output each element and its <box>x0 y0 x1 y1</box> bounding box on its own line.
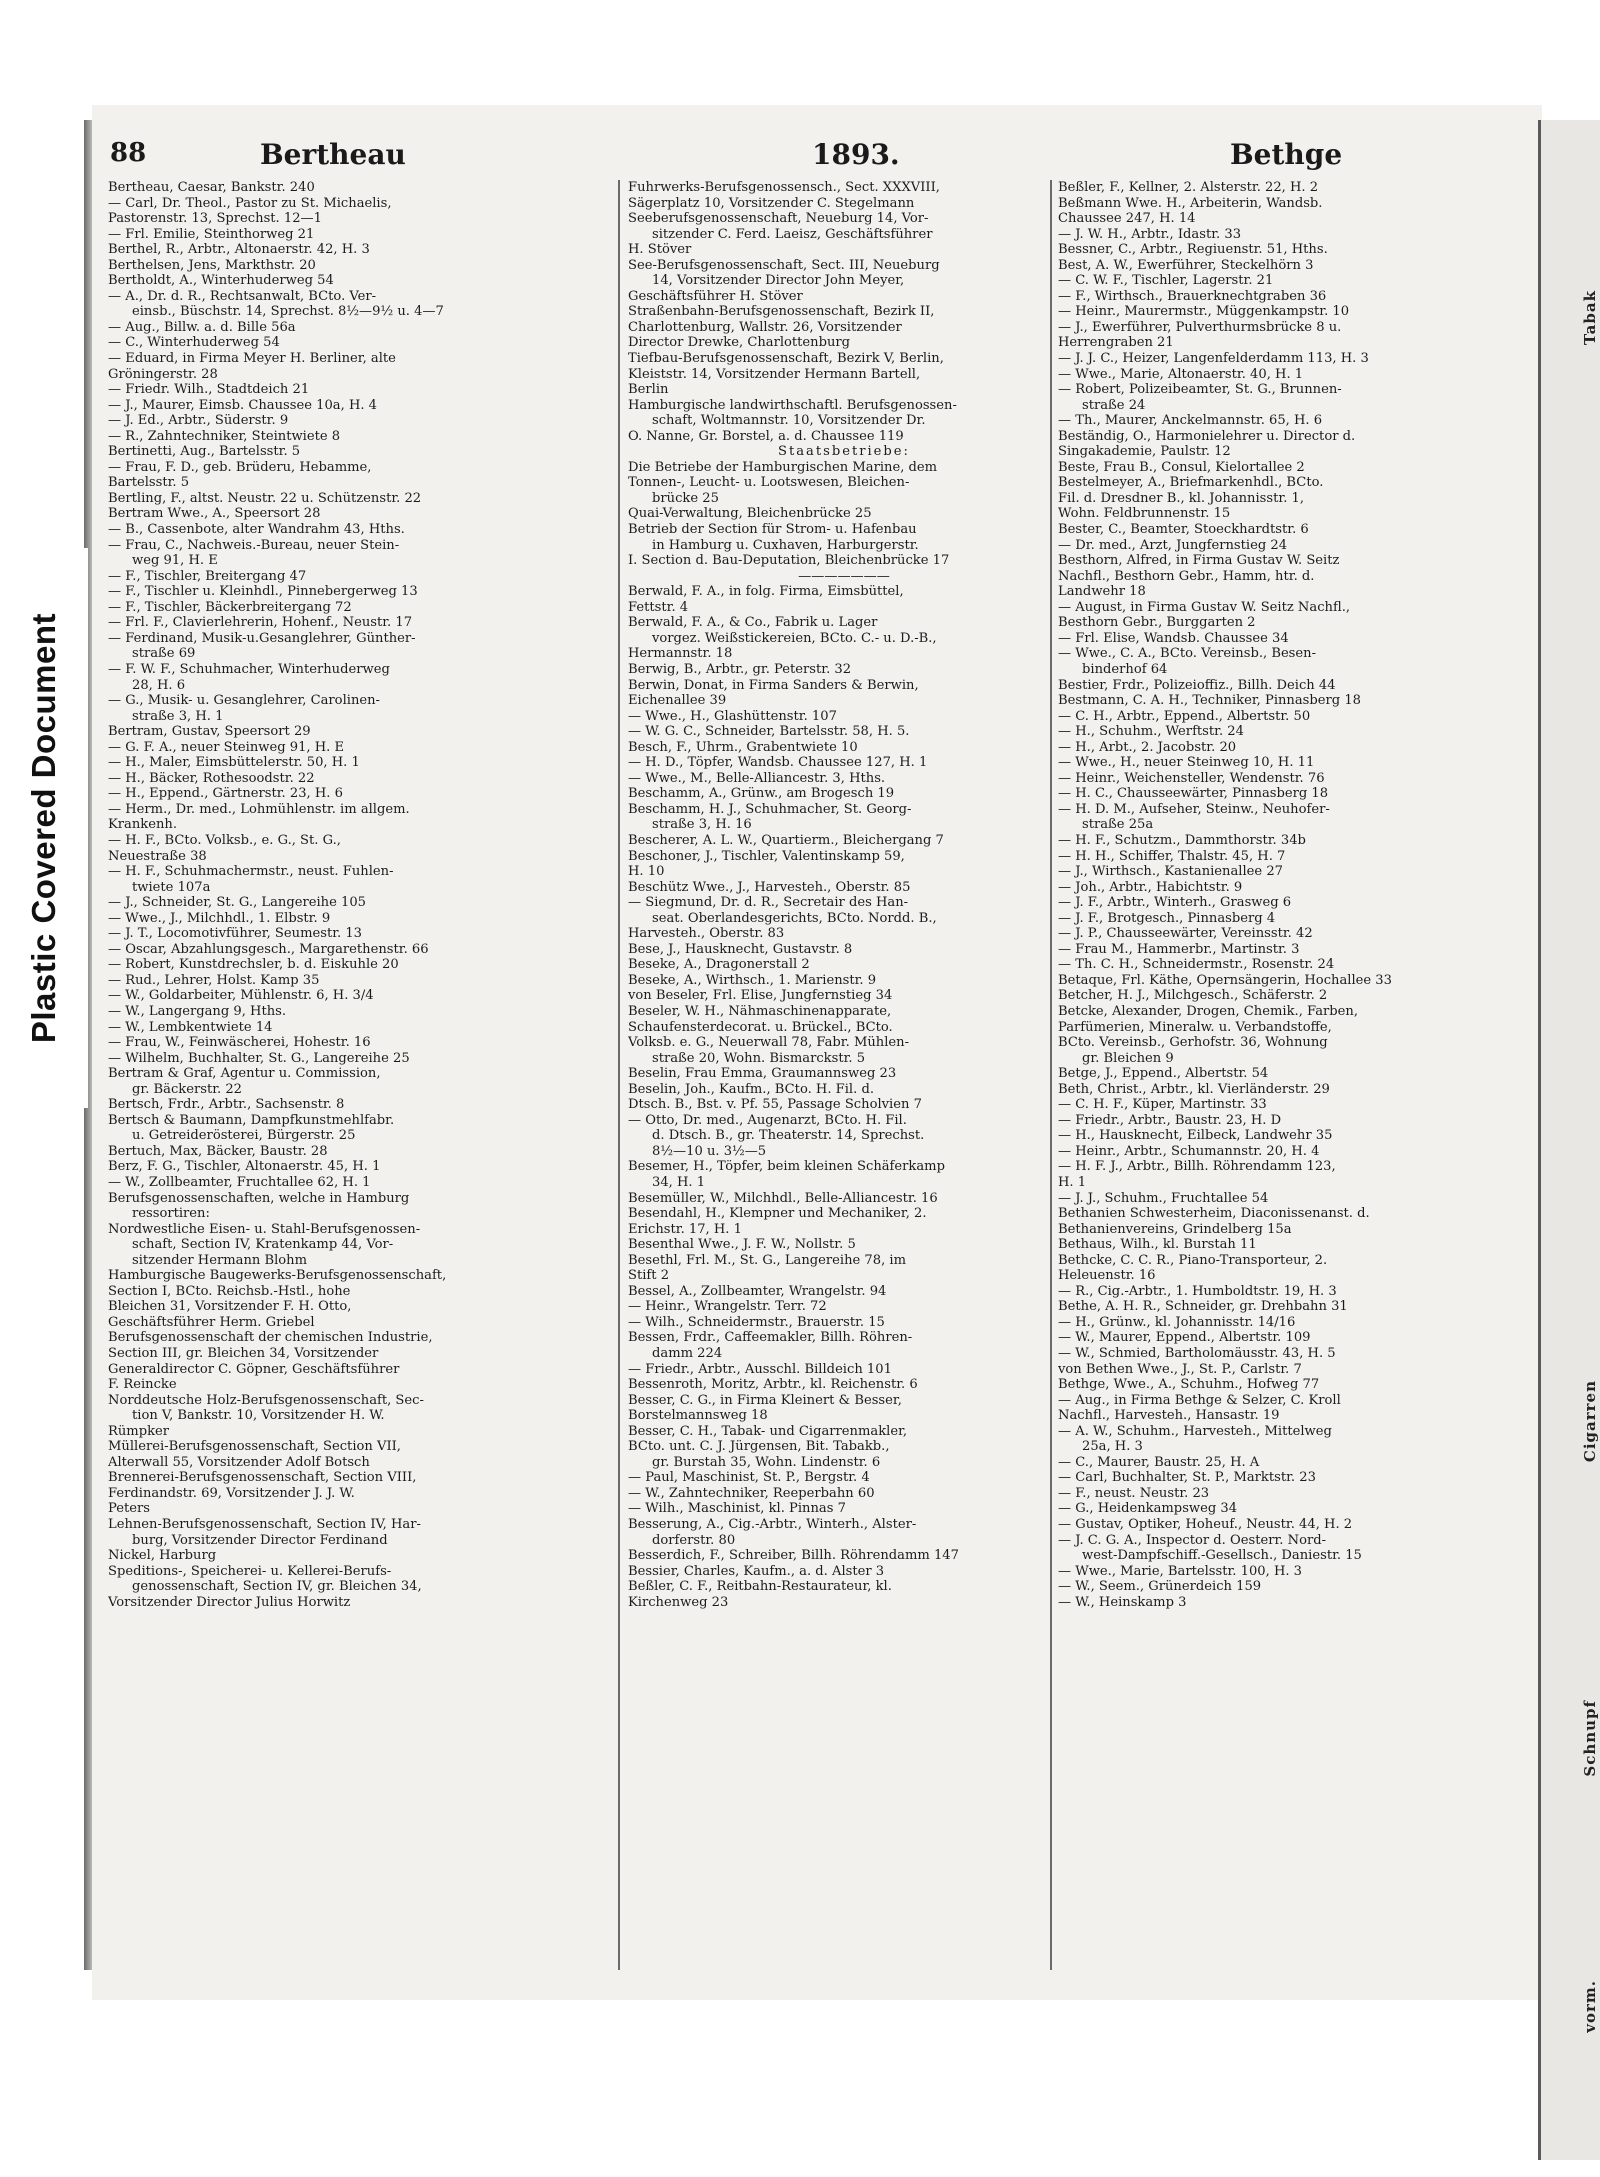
directory-line: — Siegmund, Dr. d. R., Secretair des Han- <box>628 895 909 911</box>
directory-line: west-Dampfschiff.-Gesellsch., Daniestr. 15 <box>1082 1548 1362 1564</box>
directory-line: Beste, Frau B., Consul, Kielortallee 2 <box>1058 459 1305 475</box>
directory-line: 28, H. 6 <box>132 677 186 693</box>
directory-line: — Paul, Maschinist, St. P., Bergstr. 4 <box>628 1470 870 1486</box>
directory-line: Bethanien Schwesterheim, Diaconissenanst. d. <box>1058 1206 1370 1222</box>
directory-line: brücke 25 <box>652 490 719 506</box>
directory-line: Bertram Wwe., A., Speersort 28 <box>108 506 321 522</box>
directory-line: von Beseler, Frl. Elise, Jungfernstieg 34 <box>628 988 893 1004</box>
directory-line: Besch, F., Uhrm., Grabentwiete 10 <box>628 739 858 755</box>
directory-line: Best, A. W., Ewerführer, Steckelhörn 3 <box>1058 257 1314 273</box>
directory-line: Bertheau, Caesar, Bankstr. 240 <box>108 180 315 195</box>
directory-line: Bese, J., Hausknecht, Gustavstr. 8 <box>628 941 853 957</box>
directory-line: Die Betriebe der Hamburgischen Marine, dem <box>628 459 938 475</box>
directory-line: Bethcke, C. C. R., Piano-Transporteur, 2. <box>1058 1252 1328 1268</box>
directory-line: — Eduard, in Firma Meyer H. Berliner, alte <box>108 351 396 367</box>
directory-line: Beständig, O., Harmonielehrer u. Director d. <box>1058 428 1356 444</box>
directory-line: gr. Burstah 35, Wohn. Lindenstr. 6 <box>652 1454 881 1470</box>
directory-line: Bertinetti, Aug., Bartelsstr. 5 <box>108 444 301 460</box>
directory-line: Bessner, C., Arbtr., Regiuenstr. 51, Hths. <box>1058 242 1328 258</box>
directory-line: Kleiststr. 14, Vorsitzender Hermann Bartell, <box>628 366 921 382</box>
directory-line: — J. F., Arbtr., Winterh., Grasweg 6 <box>1058 895 1292 911</box>
directory-line: — W., Schmied, Bartholomäusstr. 43, H. 5 <box>1058 1346 1336 1362</box>
directory-line: — J. Ed., Arbtr., Süderstr. 9 <box>108 413 289 429</box>
plastic-cover-label-text: Plastic Covered Document <box>25 612 62 1044</box>
directory-line: Generaldirector C. Göpner, Geschäftsführer <box>108 1361 400 1377</box>
directory-line: — Aug., Billw. a. d. Bille 56a <box>108 319 296 335</box>
directory-line: — Frau, W., Feinwäscherei, Hohestr. 16 <box>108 1035 371 1051</box>
directory-line: — C., Winterhuderweg 54 <box>108 335 280 351</box>
facing-page-fragment: Cigarren <box>1581 1380 1599 1463</box>
directory-line: Besser, C. H., Tabak- und Cigarrenmakler, <box>628 1423 908 1439</box>
directory-line: straße 69 <box>132 646 196 662</box>
directory-line: Betge, J., Eppend., Albertstr. 54 <box>1058 1066 1269 1082</box>
directory-line: — Wwe., Marie, Altonaerstr. 40, H. 1 <box>1058 366 1304 382</box>
directory-line: Beseke, A., Dragonerstall 2 <box>628 957 810 973</box>
directory-line: Besendahl, H., Klempner und Mechaniker, 2. <box>628 1206 927 1222</box>
directory-line: — W., Zollbeamter, Fruchtallee 62, H. 1 <box>108 1175 371 1190</box>
directory-line: Betcher, H. J., Milchgesch., Schäferstr. 2 <box>1058 988 1328 1004</box>
directory-line: u. Getreiderösterei, Bürgerstr. 25 <box>132 1128 356 1144</box>
directory-line: — Aug., in Firma Bethge & Selzer, C. Kroll <box>1058 1392 1341 1408</box>
directory-line: — G., Heidenkampsweg 34 <box>1058 1501 1238 1517</box>
directory-line: Berwald, F. A., in folg. Firma, Eimsbüttel, <box>628 584 904 600</box>
directory-line: Rümpker <box>108 1423 170 1439</box>
directory-line: — B., Cassenbote, alter Wandrahm 43, Hths. <box>108 522 405 538</box>
facing-page-fragment: Tabak <box>1581 290 1599 346</box>
directory-line: Seeberufsgenossenschaft, Neueburg 14, Vor- <box>628 211 929 227</box>
directory-line: See-Berufsgenossenschaft, Sect. III, Neueburg <box>628 257 940 273</box>
directory-line: Eichenallee 39 <box>628 693 727 709</box>
directory-line: Alterwall 55, Vorsitzender Adolf Botsch <box>108 1454 370 1470</box>
directory-line: — C. W. F., Tischler, Lagerstr. 21 <box>1058 273 1274 289</box>
directory-line: — Frl. Elise, Wandsb. Chaussee 34 <box>1058 630 1289 646</box>
directory-line: Brennerei-Berufsgenossenschaft, Section VIII, <box>108 1470 417 1486</box>
directory-line: Besemüller, W., Milchhdl., Belle-Alliancestr. 16 <box>628 1190 938 1206</box>
directory-line: Bestier, Frdr., Polizeioffiz., Billh. Deich 44 <box>1058 677 1336 693</box>
directory-line: Geschäftsführer Herm. Griebel <box>108 1314 315 1330</box>
column-right <box>1058 180 1488 1970</box>
directory-line: Beseke, A., Wirthsch., 1. Marienstr. 9 <box>628 972 877 988</box>
directory-line: ——————— <box>798 568 890 584</box>
directory-line: — R., Cig.-Arbtr., 1. Humboldtstr. 19, H. 3 <box>1058 1283 1337 1299</box>
directory-line: Dtsch. B., Bst. v. Pf. 55, Passage Scholvien 7 <box>628 1097 922 1113</box>
directory-line: Heleuenstr. 16 <box>1058 1268 1156 1284</box>
directory-line: — C., Maurer, Baustr. 25, H. A <box>1058 1454 1260 1470</box>
directory-line: — H., Schuhm., Werftstr. 24 <box>1058 724 1244 740</box>
directory-line: — Ferdinand, Musik-u.Gesanglehrer, Günther- <box>108 630 416 646</box>
directory-line: Director Drewke, Charlottenburg <box>628 335 851 351</box>
directory-line: Beseler, W. H., Nähmaschinenapparate, <box>628 1003 892 1019</box>
directory-line: — Otto, Dr. med., Augenarzt, BCto. H. Fil. <box>628 1112 907 1128</box>
directory-line: Fettstr. 4 <box>628 599 689 615</box>
directory-line: binderhof 64 <box>1082 661 1168 677</box>
directory-line: — J. W. H., Arbtr., Idastr. 33 <box>1058 226 1242 242</box>
directory-line: — Heinr., Wrangelstr. Terr. 72 <box>628 1299 827 1315</box>
column-left <box>108 180 540 1970</box>
directory-line: Tonnen-, Leucht- u. Lootswesen, Bleichen- <box>628 475 910 491</box>
directory-line: — H. D., Töpfer, Wandsb. Chaussee 127, H. 1 <box>628 755 928 771</box>
directory-line: seat. Oberlandesgerichts, BCto. Nordd. B., <box>652 910 937 926</box>
directory-line: Berthel, R., Arbtr., Altonaerstr. 42, H. 3 <box>108 242 370 258</box>
directory-line: Besserdich, F., Schreiber, Billh. Röhrendamm 147 <box>628 1548 959 1564</box>
directory-line: Besserung, A., Cig.-Arbtr., Winterh., Alster- <box>628 1517 917 1533</box>
directory-line: Peters <box>108 1501 150 1517</box>
directory-line: Beßler, F., Kellner, 2. Alsterstr. 22, H. 2 <box>1058 180 1319 195</box>
directory-line: — A., Dr. d. R., Rechtsanwalt, BCto. Ver- <box>108 288 377 304</box>
directory-line: Herrengraben 21 <box>1058 335 1174 351</box>
directory-line: — H. H., Schiffer, Thalstr. 45, H. 7 <box>1058 848 1286 864</box>
directory-line: Bethanienvereins, Grindelberg 15a <box>1058 1221 1292 1237</box>
directory-line: — Carl, Dr. Theol., Pastor zu St. Michaelis, <box>108 195 392 211</box>
directory-line: Nickel, Harburg <box>108 1548 217 1564</box>
directory-line: — J. J., Schuhm., Fruchtallee 54 <box>1058 1190 1269 1206</box>
directory-line: schaft, Woltmannstr. 10, Vorsitzender Dr. <box>652 413 926 429</box>
directory-line: H. Stöver <box>628 242 692 258</box>
directory-line: Bescherer, A. L. W., Quartierm., Bleichergang 7 <box>628 832 944 848</box>
directory-line: Section III, gr. Bleichen 34, Vorsitzender <box>108 1346 379 1362</box>
directory-line: 34, H. 1 <box>652 1175 706 1190</box>
directory-line: Hermannstr. 18 <box>628 646 733 662</box>
directory-line: Bessenroth, Moritz, Arbtr., kl. Reichenstr. 6 <box>628 1377 918 1393</box>
directory-line: — A. W., Schuhm., Harvesteh., Mittelweg <box>1058 1423 1332 1439</box>
directory-line: Neuestraße 38 <box>108 848 207 864</box>
directory-line: — Th. C. H., Schneidermstr., Rosenstr. 24 <box>1058 957 1335 973</box>
directory-line: — Dr. med., Arzt, Jungfernstieg 24 <box>1058 537 1288 553</box>
directory-line: Gröningerstr. 28 <box>108 366 218 382</box>
directory-line: — Joh., Arbtr., Habichtstr. 9 <box>1058 879 1243 895</box>
directory-line: Ferdinandstr. 69, Vorsitzender J. J. W. <box>108 1485 355 1501</box>
directory-line: — Friedr. Wilh., Stadtdeich 21 <box>108 382 310 398</box>
directory-line: Bessier, Charles, Kaufm., a. d. Alster 3 <box>628 1563 885 1579</box>
directory-line: — F., Tischler u. Kleinhdl., Pinnebergerweg 13 <box>108 584 418 600</box>
directory-line: — J. C. G. A., Inspector d. Oesterr. Nord- <box>1058 1532 1327 1548</box>
directory-line: — W., Langergang 9, Hths. <box>108 1003 287 1019</box>
directory-line: Pastorenstr. 13, Sprechst. 12—1 <box>108 211 322 227</box>
directory-line: — H., Hausknecht, Eilbeck, Landwehr 35 <box>1058 1128 1333 1144</box>
directory-line: damm 224 <box>652 1346 723 1362</box>
directory-line: genossenschaft, Section IV, gr. Bleichen 34, <box>132 1579 422 1595</box>
directory-line: — Frau, F. D., geb. Brüderu, Hebamme, <box>108 459 372 475</box>
directory-line: — Heinr., Maurermstr., Müggenkampstr. 10 <box>1058 304 1350 320</box>
directory-line: Besemer, H., Töpfer, beim kleinen Schäferkamp <box>628 1159 945 1175</box>
directory-line: sitzender Hermann Blohm <box>132 1252 308 1268</box>
directory-line: Berwig, B., Arbtr., gr. Peterstr. 32 <box>628 661 852 677</box>
directory-line: — J., Wirthsch., Kastanienallee 27 <box>1058 864 1283 880</box>
directory-line: Geschäftsführer H. Stöver <box>628 288 803 304</box>
directory-line: — J. F., Brotgesch., Pinnasberg 4 <box>1058 910 1276 926</box>
directory-line: Berlin <box>628 382 669 398</box>
directory-line: — Wwe., Marie, Bartelsstr. 100, H. 3 <box>1058 1563 1303 1579</box>
directory-line: — Frau, C., Nachweis.-Bureau, neuer Stein- <box>108 537 400 553</box>
directory-line: — H., Grünw., kl. Johannisstr. 14/16 <box>1058 1314 1296 1330</box>
directory-line: — H. F. J., Arbtr., Billh. Röhrendamm 123, <box>1058 1159 1336 1175</box>
directory-line: vorgez. Weißstickereien, BCto. C.- u. D.-B., <box>652 630 937 646</box>
directory-line: — F., neust. Neustr. 23 <box>1058 1485 1210 1501</box>
directory-line: — J. P., Chausseewärter, Vereinsstr. 42 <box>1058 926 1313 942</box>
directory-line: — Wwe., M., Belle-Alliancestr. 3, Hths. <box>628 770 886 786</box>
directory-line: Borstelmannsweg 18 <box>628 1408 768 1424</box>
directory-line: Lehnen-Berufsgenossenschaft, Section IV, Har- <box>108 1517 421 1533</box>
directory-line: Staatsbetriebe: <box>778 444 910 460</box>
directory-line: weg 91, H. E <box>132 553 218 569</box>
directory-line: — F., Wirthsch., Brauerknechtgraben 36 <box>1058 288 1327 304</box>
directory-line: Stift 2 <box>628 1268 670 1284</box>
directory-line: Bleichen 31, Vorsitzender F. H. Otto, <box>108 1299 352 1315</box>
directory-line: Berwin, Donat, in Firma Sanders & Berwin, <box>628 677 919 693</box>
directory-line: Nachfl., Harvesteh., Hansastr. 19 <box>1058 1408 1280 1424</box>
directory-line: — W., Seem., Grünerdeich 159 <box>1058 1579 1262 1595</box>
directory-line: Bester, C., Beamter, Stoeckhardtstr. 6 <box>1058 522 1309 538</box>
directory-line: Bessel, A., Zollbeamter, Wrangelstr. 94 <box>628 1283 887 1299</box>
directory-line: — Rud., Lehrer, Holst. Kamp 35 <box>108 972 320 988</box>
directory-line: F. Reincke <box>108 1377 177 1393</box>
directory-line: O. Nanne, Gr. Borstel, a. d. Chaussee 119 <box>628 428 904 444</box>
running-head <box>110 138 1530 178</box>
directory-line: Bertholdt, A., Winterhuderweg 54 <box>108 273 334 289</box>
directory-line: ressortiren: <box>132 1206 210 1222</box>
directory-line: — C. H., Arbtr., Eppend., Albertstr. 50 <box>1058 708 1311 724</box>
directory-line: — Carl, Buchhalter, St. P., Marktstr. 23 <box>1058 1470 1316 1486</box>
directory-line: Norddeutsche Holz-Berufsgenossenschaft, Sec- <box>108 1392 424 1408</box>
directory-line: — F. W. F., Schuhmacher, Winterhuderweg <box>108 661 390 677</box>
directory-line: — W., Lembkentwiete 14 <box>108 1019 273 1035</box>
facing-page-fragment: Schnupf <box>1581 1700 1599 1777</box>
directory-line: BCto. Vereinsb., Gerhofstr. 36, Wohnung <box>1058 1035 1328 1051</box>
directory-line: Bestelmeyer, A., Briefmarkenhdl., BCto. <box>1058 475 1324 491</box>
directory-line: Beschamm, H. J., Schuhmacher, St. Georg- <box>628 801 912 817</box>
directory-line: gr. Bäckerstr. 22 <box>132 1081 243 1097</box>
first-entry-keyword: Bertheau <box>260 138 406 171</box>
directory-line: Schaufensterdecorat. u. Brückel., BCto. <box>628 1019 893 1035</box>
directory-line: Müllerei-Berufsgenossenschaft, Section VII, <box>108 1439 401 1455</box>
directory-line: von Bethen Wwe., J., St. P., Carlstr. 7 <box>1058 1361 1302 1377</box>
directory-line: Harvesteh., Oberstr. 83 <box>628 926 785 942</box>
directory-line: Bertsch, Frdr., Arbtr., Sachsenstr. 8 <box>108 1097 345 1113</box>
directory-line: Besethl, Frl. M., St. G., Langereihe 78, im <box>628 1252 907 1268</box>
directory-line: Kirchenweg 23 <box>628 1594 729 1610</box>
directory-line: Beth, Christ., Arbtr., kl. Vierländerstr. 29 <box>1058 1081 1330 1097</box>
directory-line: Bertuch, Max, Bäcker, Baustr. 28 <box>108 1143 328 1159</box>
directory-line: dorferstr. 80 <box>652 1532 736 1548</box>
directory-line: — J., Ewerführer, Pulverthurmsbrücke 8 u. <box>1058 319 1342 335</box>
directory-line: — H. F., Schuhmachermstr., neust. Fuhlen- <box>108 864 394 880</box>
facing-page-fragment: vorm. <box>1581 1980 1599 2033</box>
directory-line: — H. F., Schutzm., Dammthorstr. 34b <box>1058 832 1306 848</box>
directory-line: — G., Musik- u. Gesanglehrer, Carolinen- <box>108 693 380 709</box>
directory-line: 25a, H. 3 <box>1082 1439 1143 1455</box>
directory-line: straße 3, H. 1 <box>132 708 224 724</box>
directory-line: Beselin, Joh., Kaufm., BCto. H. Fil. d. <box>628 1081 874 1097</box>
directory-line: — C. H. F., Küper, Martinstr. 33 <box>1058 1097 1267 1113</box>
directory-line: — Robert, Kunstdrechsler, b. d. Eiskuhle 20 <box>108 957 399 973</box>
directory-line: Bethe, A. H. R., Schneider, gr. Drehbahn 31 <box>1058 1299 1348 1315</box>
directory-line: straße 24 <box>1082 397 1146 413</box>
directory-line: Bertram, Gustav, Speersort 29 <box>108 724 311 740</box>
directory-line: Betaque, Frl. Käthe, Opernsängerin, Hochallee 33 <box>1058 972 1392 988</box>
directory-line: Berthelsen, Jens, Markthstr. 20 <box>108 257 316 273</box>
directory-line: Bessen, Frdr., Caffeemakler, Billh. Röhren- <box>628 1330 913 1346</box>
last-entry-keyword: Bethge <box>1230 138 1343 171</box>
directory-line: sitzender C. Ferd. Laeisz, Geschäftsführer <box>652 226 933 242</box>
directory-line: — H., Bäcker, Rothesoodstr. 22 <box>108 770 315 786</box>
directory-line: Krankenh. <box>108 817 177 833</box>
directory-line: Landwehr 18 <box>1058 584 1146 600</box>
directory-line: straße 25a <box>1082 817 1154 833</box>
directory-line: Fuhrwerks-Berufsgenossensch., Sect. XXXVIII, <box>628 180 940 195</box>
directory-line: straße 20, Wohn. Bismarckstr. 5 <box>652 1050 866 1066</box>
directory-line: Betrieb der Section für Strom- u. Hafenbau <box>628 522 917 538</box>
directory-line: Volksb. e. G., Neuerwall 78, Fabr. Mühlen- <box>628 1035 910 1051</box>
directory-line: Berz, F. G., Tischler, Altonaerstr. 45, H. 1 <box>108 1159 381 1175</box>
directory-line: — R., Zahntechniker, Steintwiete 8 <box>108 428 341 444</box>
directory-line: in Hamburg u. Cuxhaven, Harburgerstr. <box>652 537 919 553</box>
directory-line: — Wwe., J., Milchhdl., 1. Elbstr. 9 <box>108 910 331 926</box>
directory-line: — Robert, Polizeibeamter, St. G., Brunnen- <box>1058 382 1342 398</box>
directory-line: Nachfl., Besthorn Gebr., Hamm, htr. d. <box>1058 568 1315 584</box>
column-divider <box>618 180 620 1970</box>
directory-line: Wohn. Feldbrunnenstr. 15 <box>1058 506 1231 522</box>
directory-line: — W. G. C., Schneider, Bartelsstr. 58, H. 5. <box>628 724 910 740</box>
directory-line: Hamburgische landwirthschaftl. Berufsgenossen- <box>628 397 957 413</box>
facing-page-edge <box>1538 120 1600 2160</box>
directory-line: Beßler, C. F., Reitbahn-Restaurateur, kl. <box>628 1579 892 1595</box>
directory-line: — H. F., BCto. Volksb., e. G., St. G., <box>108 832 341 848</box>
directory-line: Besthorn Gebr., Burggarten 2 <box>1058 615 1256 631</box>
directory-line: H. 1 <box>1058 1175 1087 1190</box>
directory-line: gr. Bleichen 9 <box>1082 1050 1174 1066</box>
directory-line: Berufsgenossenschaften, welche in Hamburg <box>108 1190 410 1206</box>
directory-line: Parfümerien, Mineralw. u. Verbandstoffe, <box>1058 1019 1332 1035</box>
directory-line: Bartelsstr. 5 <box>108 475 190 491</box>
directory-line: burg, Vorsitzender Director Ferdinand <box>132 1532 388 1548</box>
directory-line: straße 3, H. 16 <box>652 817 752 833</box>
directory-line: — Wilhelm, Buchhalter, St. G., Langereihe 25 <box>108 1050 410 1066</box>
page-number: 88 <box>110 138 147 168</box>
directory-line: Besser, C. G., in Firma Kleinert & Besser, <box>628 1392 902 1408</box>
directory-line: — Heinr., Weichensteller, Wendenstr. 76 <box>1058 770 1325 786</box>
directory-line: H. 10 <box>628 864 665 880</box>
directory-line: Sägerplatz 10, Vorsitzender C. Stegelmann <box>628 195 915 211</box>
directory-year: 1893. <box>812 138 900 171</box>
directory-line: — W., Maurer, Eppend., Albertstr. 109 <box>1058 1330 1311 1346</box>
directory-line: — H. C., Chausseewärter, Pinnasberg 18 <box>1058 786 1329 802</box>
directory-line: — W., Heinskamp 3 <box>1058 1594 1187 1610</box>
directory-line: — G. F. A., neuer Steinweg 91, H. E <box>108 739 345 755</box>
directory-line: Berwald, F. A., & Co., Fabrik u. Lager <box>628 615 878 631</box>
directory-line: Besthorn, Alfred, in Firma Gustav W. Seitz <box>1058 553 1340 569</box>
directory-line: Bertling, F., altst. Neustr. 22 u. Schützenstr. 22 <box>108 490 422 506</box>
directory-line: — H., Maler, Eimsbüttelerstr. 50, H. 1 <box>108 755 360 771</box>
directory-line: Vorsitzender Director Julius Horwitz <box>108 1594 351 1610</box>
directory-columns <box>108 180 1536 1970</box>
directory-line: — Heinr., Arbtr., Schumannstr. 20, H. 4 <box>1058 1143 1320 1159</box>
directory-line: Bertram & Graf, Agentur u. Commission, <box>108 1066 381 1082</box>
directory-line: — Frl. F., Clavierlehrerin, Hohenf., Neustr. 17 <box>108 615 413 631</box>
directory-line: einsb., Büschstr. 14, Sprechst. 8½—9½ u. 4—7 <box>132 304 444 320</box>
directory-line: I. Section d. Bau-Deputation, Bleichenbrücke 17 <box>628 553 950 569</box>
directory-line: Beßmann Wwe. H., Arbeiterin, Wandsb. <box>1058 195 1323 211</box>
directory-line: Straßenbahn-Berufsgenossenschaft, Bezirk II, <box>628 304 935 320</box>
directory-line: Bethaus, Wilh., kl. Burstah 11 <box>1058 1237 1257 1253</box>
directory-line: Speditions-, Speicherei- u. Kellerei-Berufs- <box>108 1563 392 1579</box>
directory-line: 8½—10 u. 3½—5 <box>652 1143 767 1159</box>
directory-line: Singakademie, Paulstr. 12 <box>1058 444 1231 460</box>
directory-line: — Frl. Emilie, Steinthorweg 21 <box>108 226 315 242</box>
directory-line: — Wwe., H., Glashüttenstr. 107 <box>628 708 837 724</box>
directory-line: schaft, Section IV, Kratenkamp 44, Vor- <box>132 1237 394 1253</box>
directory-line: d. Dtsch. B., gr. Theaterstr. 14, Sprechst. <box>652 1128 925 1144</box>
directory-line: — Wwe., H., neuer Steinweg 10, H. 11 <box>1058 755 1315 771</box>
directory-line: twiete 107a <box>132 879 211 895</box>
directory-line: Bethge, Wwe., A., Schuhm., Hofweg 77 <box>1058 1377 1320 1393</box>
directory-line: Besenthal Wwe., J. F. W., Nollstr. 5 <box>628 1237 856 1253</box>
column-divider <box>1050 180 1052 1970</box>
directory-line: — August, in Firma Gustav W. Seitz Nachfl., <box>1058 599 1351 615</box>
directory-line: — Wilh., Maschinist, kl. Pinnas 7 <box>628 1501 846 1517</box>
directory-line: Fil. d. Dresdner B., kl. Johannisstr. 1, <box>1058 490 1305 506</box>
directory-line: — Wwe., C. A., BCto. Vereinsb., Besen- <box>1058 646 1317 662</box>
directory-line: Charlottenburg, Wallstr. 26, Vorsitzender <box>628 319 902 335</box>
directory-line: — H. D. M., Aufseher, Steinw., Neuhofer- <box>1058 801 1330 817</box>
directory-line: — Frau M., Hammerbr., Martinstr. 3 <box>1058 941 1300 957</box>
directory-line: BCto. unt. C. J. Jürgensen, Bit. Tabakb., <box>628 1439 890 1455</box>
directory-line: — H., Arbt., 2. Jacobstr. 20 <box>1058 739 1237 755</box>
directory-line: — Th., Maurer, Anckelmannstr. 65, H. 6 <box>1058 413 1323 429</box>
directory-line: Beschütz Wwe., J., Harvesteh., Oberstr. 85 <box>628 879 911 895</box>
directory-line: — F., Tischler, Bäckerbreitergang 72 <box>108 599 352 615</box>
directory-line: Chaussee 247, H. 14 <box>1058 211 1196 227</box>
directory-line: — J., Schneider, St. G., Langereihe 105 <box>108 895 366 911</box>
directory-line: Section I, BCto. Reichsb.-Hstl., hohe <box>108 1283 351 1299</box>
directory-line: — J., Maurer, Eimsb. Chaussee 10a, H. 4 <box>108 397 378 413</box>
directory-line: Beselin, Frau Emma, Graumannsweg 23 <box>628 1066 897 1082</box>
directory-line: — Wilh., Schneidermstr., Brauerstr. 15 <box>628 1314 885 1330</box>
directory-line: Hamburgische Baugewerks-Berufsgenossenschaft, <box>108 1268 447 1284</box>
directory-line: — Friedr., Arbtr., Ausschl. Billdeich 101 <box>628 1361 892 1377</box>
directory-line: Quai-Verwaltung, Bleichenbrücke 25 <box>628 506 872 522</box>
directory-line: — Gustav, Optiker, Hoheuf., Neustr. 44, H. 2 <box>1058 1517 1353 1533</box>
directory-line: Nordwestliche Eisen- u. Stahl-Berufsgenossen- <box>108 1221 421 1237</box>
directory-line: Beschamm, A., Grünw., am Brogesch 19 <box>628 786 895 802</box>
directory-line: 14, Vorsitzender Director John Meyer, <box>652 273 905 289</box>
directory-line: — J. T., Locomotivführer, Seumestr. 13 <box>108 926 363 942</box>
directory-line: Erichstr. 17, H. 1 <box>628 1221 742 1237</box>
directory-line: — J. J. C., Heizer, Langenfelderdamm 113, H. 3 <box>1058 351 1369 367</box>
directory-line: — Herm., Dr. med., Lohmühlenstr. im allgem. <box>108 801 410 817</box>
directory-line: Bestmann, C. A. H., Techniker, Pinnasberg 18 <box>1058 693 1361 709</box>
directory-line: — F., Tischler, Breitergang 47 <box>108 568 307 584</box>
directory-line: — H., Eppend., Gärtnerstr. 23, H. 6 <box>108 786 343 802</box>
directory-line: Tiefbau-Berufsgenossenschaft, Bezirk V, Berlin, <box>628 351 944 367</box>
directory-line: tion V, Bankstr. 10, Vorsitzender H. W. <box>132 1408 385 1424</box>
directory-line: Berufsgenossenschaft der chemischen Industrie, <box>108 1330 433 1346</box>
plastic-cover-label <box>0 548 88 1108</box>
directory-line: — Friedr., Arbtr., Baustr. 23, H. D <box>1058 1112 1282 1128</box>
directory-line: — Oscar, Abzahlungsgesch., Margarethenstr. 66 <box>108 941 429 957</box>
directory-line: Betcke, Alexander, Drogen, Chemik., Farben, <box>1058 1003 1359 1019</box>
directory-line: Bertsch & Baumann, Dampfkunstmehlfabr. <box>108 1112 395 1128</box>
directory-line: Beschoner, J., Tischler, Valentinskamp 59, <box>628 848 905 864</box>
directory-line: — W., Zahntechniker, Reeperbahn 60 <box>628 1485 875 1501</box>
column-middle <box>628 180 1060 1970</box>
directory-line: — W., Goldarbeiter, Mühlenstr. 6, H. 3/4 <box>108 988 374 1004</box>
